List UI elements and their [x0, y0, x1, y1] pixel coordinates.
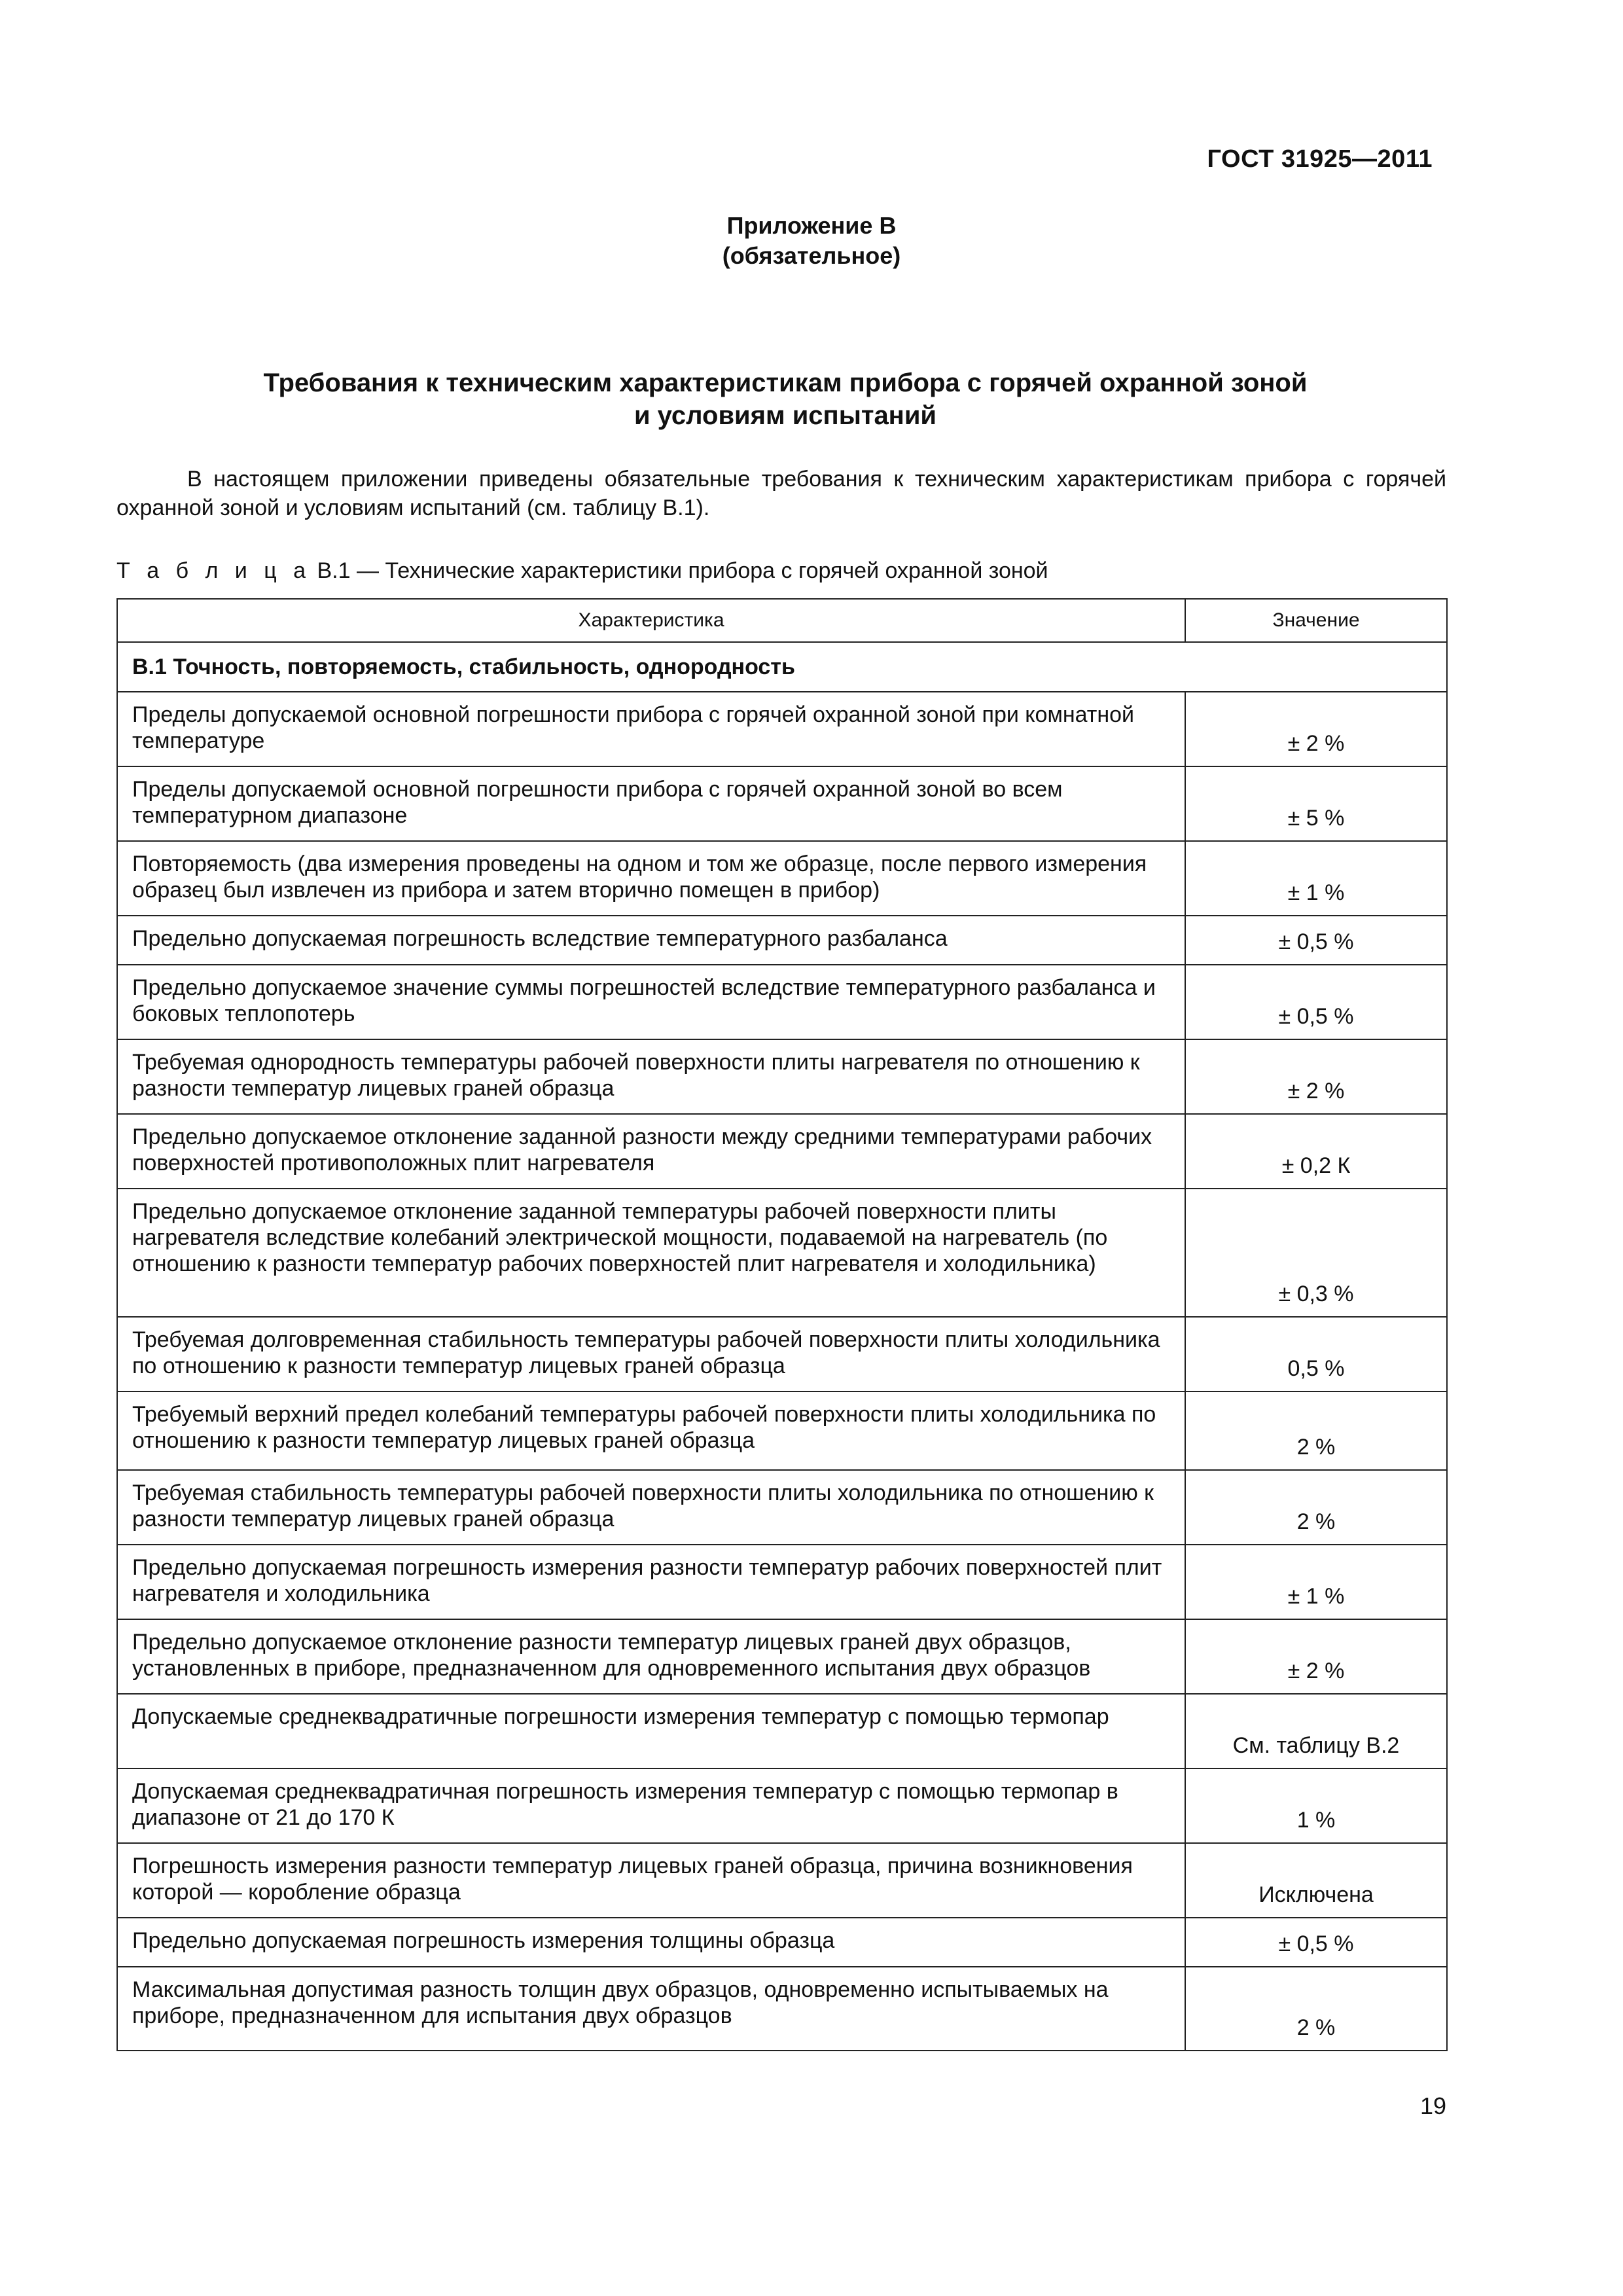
section-row-label: В.1 Точность, повторяемость, стабильность, однородность [117, 642, 1447, 692]
section-title-line-2: и условиям испытаний [633, 401, 937, 430]
value-cell: ± 5 % [1185, 766, 1447, 841]
characteristic-cell: Пределы допускаемой основной погрешности прибора с горячей охранной зоной при комнатной температуре [117, 692, 1185, 766]
value-cell: ± 0,3 % [1185, 1189, 1447, 1317]
specifications-table [116, 598, 1448, 2051]
table-row [117, 766, 1447, 841]
characteristic-cell: Требуемая однородность температуры рабочей поверхности плиты нагревателя по отношению к разности температур лицевых граней образца [117, 1039, 1185, 1114]
characteristic-cell: Предельно допускаемая погрешность вследствие температурного разбаланса [117, 916, 1185, 965]
section-title [164, 367, 1407, 432]
table-row [117, 1545, 1447, 1619]
table-row [117, 965, 1447, 1039]
table-caption-prefix: Т а б л и ц а [116, 558, 312, 583]
page-number: 19 [1419, 2092, 1446, 2119]
annex-title: Приложение В [726, 212, 897, 239]
table-header-row [117, 599, 1447, 642]
column-header-characteristic: Характеристика [117, 599, 1185, 642]
table-row [117, 1694, 1447, 1768]
characteristic-cell: Требуемый верхний предел колебаний температуры рабочей поверхности плиты холодильника по отношению к разности температур лицевых граней образца [117, 1391, 1185, 1470]
value-cell: ± 0,5 % [1185, 1918, 1447, 1967]
intro-paragraph: В настоящем приложении приведены обязательные требования к техническим характеристикам прибора с горячей охранной зоной и условиям испытаний (см. таблицу В.1). [116, 467, 1446, 520]
value-cell: 2 % [1185, 1967, 1447, 2051]
table-caption-text: В.1 — Технические характеристики прибора с горячей охранной зоной [317, 558, 1048, 583]
standard-code: ГОСТ 31925—2011 [1207, 145, 1433, 173]
table-row [117, 841, 1447, 916]
value-cell: ± 2 % [1185, 1619, 1447, 1694]
table-row [117, 1967, 1447, 2051]
characteristic-cell: Требуемая долговременная стабильность температуры рабочей поверхности плиты холодильника по отношению к разности температур лицевых граней образца [117, 1317, 1185, 1391]
value-cell: ± 2 % [1185, 692, 1447, 766]
table-row [117, 1189, 1447, 1317]
value-cell: ± 0,5 % [1185, 965, 1447, 1039]
characteristic-cell: Повторяемость (два измерения проведены на одном и том же образце, после первого измерения образец был извлечен из прибора и затем вторично помещен в прибор) [117, 841, 1185, 916]
characteristic-cell: Допускаемая среднеквадратичная погрешность измерения температур с помощью термопар в диапазоне от 21 до 170 К [117, 1768, 1185, 1843]
value-cell: 0,5 % [1185, 1317, 1447, 1391]
table-row [117, 916, 1447, 965]
column-header-value: Значение [1185, 599, 1447, 642]
characteristic-cell: Предельно допускаемое отклонение заданной разности между средними температурами рабочих поверхностей противоположных плит нагревателя [117, 1114, 1185, 1189]
table-row [117, 1619, 1447, 1694]
characteristic-cell: Максимальная допустимая разность толщин двух образцов, одновременно испытываемых на приборе, предназначенном для испытания двух образцов [117, 1967, 1185, 2051]
characteristic-cell: Предельно допускаемое отклонение разности температур лицевых граней двух образцов, установленных в приборе, предназначенном для одновременного испытания двух образцов [117, 1619, 1185, 1694]
table-caption [116, 556, 1048, 585]
value-cell: 1 % [1185, 1768, 1447, 1843]
characteristic-cell: Требуемая стабильность температуры рабочей поверхности плиты холодильника по отношению к разности температур лицевых граней образца [117, 1470, 1185, 1545]
annex-heading [0, 211, 1623, 271]
value-cell: См. таблицу В.2 [1185, 1694, 1447, 1768]
value-cell: ± 1 % [1185, 1545, 1447, 1619]
characteristic-cell: Предельно допускаемое значение суммы погрешностей вследствие температурного разбаланса и боковых теплопотерь [117, 965, 1185, 1039]
section-title-line-1: Требования к техническим характеристикам прибора с горячей охранной зоной [263, 368, 1308, 397]
characteristic-cell: Пределы допускаемой основной погрешности прибора с горячей охранной зоной во всем температурном диапазоне [117, 766, 1185, 841]
value-cell: Исключена [1185, 1843, 1447, 1918]
characteristic-cell: Предельно допускаемая погрешность измерения разности температур рабочих поверхностей плит нагревателя и холодильника [117, 1545, 1185, 1619]
characteristic-cell: Предельно допускаемое отклонение заданной температуры рабочей поверхности плиты нагревателя вследствие колебаний электрической мощности, подаваемой на нагреватель (по отношению к разности температур рабочих поверхностей плит нагревателя и холодильника) [117, 1189, 1185, 1317]
value-cell: 2 % [1185, 1470, 1447, 1545]
table-row [117, 1114, 1447, 1189]
table-row [117, 1470, 1447, 1545]
table-row [117, 1768, 1447, 1843]
value-cell: ± 1 % [1185, 841, 1447, 916]
value-cell: ± 0,2 К [1185, 1114, 1447, 1189]
annex-status: (обязательное) [722, 242, 901, 269]
characteristic-cell: Допускаемые среднеквадратичные погрешности измерения температур с помощью термопар [117, 1694, 1185, 1768]
table-row [117, 1039, 1447, 1114]
table-row [117, 1843, 1447, 1918]
table-row [117, 1317, 1447, 1391]
value-cell: ± 2 % [1185, 1039, 1447, 1114]
value-cell: 2 % [1185, 1391, 1447, 1470]
table-row [117, 1391, 1447, 1470]
characteristic-cell: Предельно допускаемая погрешность измерения толщины образца [117, 1918, 1185, 1967]
table-section-row [117, 642, 1447, 692]
table-row [117, 1918, 1447, 1967]
table-row [117, 692, 1447, 766]
characteristic-cell: Погрешность измерения разности температур лицевых граней образца, причина возникновения которой — коробление образца [117, 1843, 1185, 1918]
value-cell: ± 0,5 % [1185, 916, 1447, 965]
